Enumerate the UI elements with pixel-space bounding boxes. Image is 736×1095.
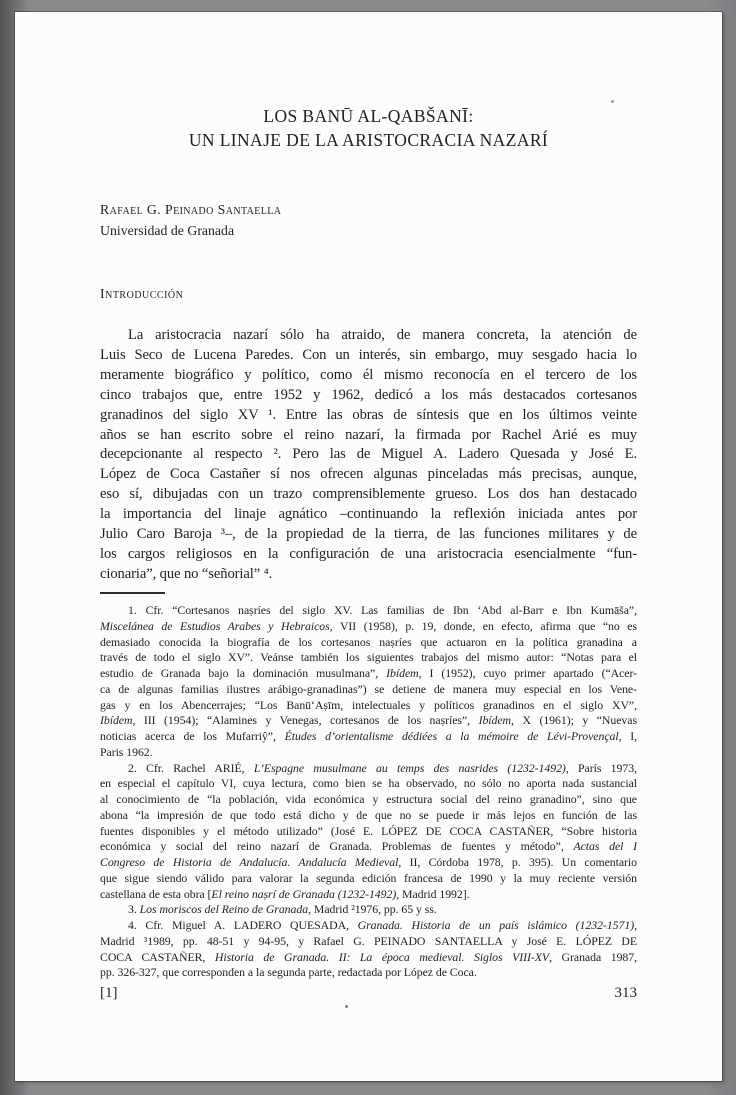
section-heading-introduccion: Introducción bbox=[100, 286, 184, 301]
body-line: cionaria”, que no “señorial” ⁴. bbox=[100, 565, 273, 582]
footnote-line: que sigue siendo válido para valorar la segunda edición francesa de 1990 y la muy reciente versión bbox=[100, 870, 637, 885]
footnote-line: al conocimiento de “la población, vida económica y estructura social del reino granadino”, sino que bbox=[100, 792, 637, 806]
footer-signature-mark: [1] bbox=[100, 985, 118, 1001]
body-line: meramente biográfico y político, como él mismo reconocía en el tercero de los bbox=[100, 366, 637, 383]
footnote-line: castellana de esta obra [El reino naṣrí de Granada (1232-1492), Madrid 1992]. bbox=[100, 886, 470, 901]
body-line: granadinos del siglo XV ¹. Entre las obras de síntesis que en los últimos veinte bbox=[100, 406, 637, 423]
body-line: López de Coca Castañer sí nos ofrecen algunas pinceladas más precisas, aunque, bbox=[100, 466, 637, 483]
footnote-line: en especial el capítulo VI, cuya lectura, como bien se ha observado, no sólo no aporta nada sustancial bbox=[100, 776, 637, 791]
body-line: decepcionante al respecto ². Pero las de Miguel A. Ladero Quesada y José E. bbox=[100, 446, 637, 463]
footnote-line: demasiado conocida la biografía de los cortesanos naṣríes que actuaron en la política granadina a bbox=[100, 634, 637, 649]
page-title bbox=[100, 104, 637, 152]
footnote-line: 3. Los moriscos del Reino de Granada, Madrid ²1976, pp. 65 y ss. bbox=[128, 902, 437, 917]
footnote-line: abona “la impresión de que todo está dicho y de que no se puede ir más lejos en función de las bbox=[100, 807, 637, 822]
page-title-line-2: UN LINAJE DE LA ARISTOCRACIA NAZARÍ bbox=[188, 130, 549, 150]
footer-page-number: 313 bbox=[614, 985, 637, 1001]
footnote-line: ca de algunas familias ilustres arábigo-granadinas”) se detiene de manera muy especial en los Vene- bbox=[100, 681, 637, 696]
author-name: Rafael G. Peinado Santaella bbox=[100, 202, 282, 217]
footnote-line: Congreso de Historia de Andalucía. Andalucía Medieval, II, Córdoba 1978, p. 395). Un comentario bbox=[100, 855, 637, 869]
footnote-line: través de todo el siglo XV”. Veánse también los siguientes trabajos del mismo autor: “Notas para el bbox=[100, 650, 637, 665]
footnote-line: 4. Cfr. Miguel A. LADERO QUESADA, Granada. Historia de un país islámico (1232-1571), bbox=[128, 918, 637, 932]
footnote-line: Ibídem, III (1954); “Alamines y Venegas, cortesanos de los naṣríes”, Ibídem, X (1961); y “Nuevas bbox=[100, 713, 637, 728]
footnote-line: gas y en los Abencerrajes; “Los Banū‘Aṣīm, intelectuales y políticos granadinos en el siglo XV”, bbox=[100, 697, 637, 712]
body-line: cinco trabajos que, entre 1952 y 1962, dedicó a los más destacados cortesanos bbox=[100, 386, 637, 403]
footnote-line: 1. Cfr. “Cortesanos naṣríes del siglo XV. Las familias de Ibn ‘Abd al-Barr e Ibn Kumāša”, bbox=[128, 603, 637, 617]
footnote-line: 2. Cfr. Rachel ARIÉ, L’Espagne musulmane au temps des nasrides (1232-1492), París 1973, bbox=[128, 760, 637, 775]
body-line: eso sí, dibujadas con un trazo comprensiblemente grueso. Los dos han destacado bbox=[100, 486, 637, 503]
scan-speck bbox=[611, 100, 614, 103]
footnote-line: COCA CASTAÑER, Historia de Granada. II: La época medieval. Siglos VIII-XV, Granada 1987, bbox=[100, 949, 638, 964]
body-paragraph bbox=[100, 326, 637, 585]
footnote-line: fuentes disponibles y el método utilizado” (José E. LÓPEZ DE COCA CASTAÑER, “Sobre historia bbox=[100, 823, 637, 838]
page bbox=[15, 12, 722, 1081]
footnote-line: estudio de Granada bajo la dominación musulmana”, Ibídem, I (1952), cuyo primer apartado (“Acer- bbox=[100, 666, 637, 680]
footnote-line: noticias acerca de los Mufarriŷ”, Études d’orientalisme dédiées a la mémoire de Lévi-Provençal, I, bbox=[100, 729, 637, 743]
page-footer bbox=[100, 985, 637, 1002]
footnote-separator-rule bbox=[100, 592, 165, 594]
scan-speck bbox=[345, 1005, 348, 1008]
author-affiliation: Universidad de Granada bbox=[100, 223, 235, 238]
page-title-line-1: LOS BANŪ AL-QABŠANĪ: bbox=[263, 106, 474, 126]
footnotes-block bbox=[100, 603, 637, 981]
body-line: los cargos religiosos en la configuración de una aristocracia esencialmente “fun- bbox=[100, 545, 637, 562]
footnote-line: económica y social del reino nazarí de Granada. Problemas de fuentes y método”, Actas del I bbox=[100, 839, 637, 854]
body-line: Julio Caro Baroja ³–, de la propiedad de la tierra, de las funciones militares y de bbox=[100, 526, 637, 543]
footnote-line: Paris 1962. bbox=[100, 744, 153, 759]
footnote-line: pp. 326-327, que corresponden a la segunda parte, redactada por López de Coca. bbox=[100, 965, 477, 980]
body-line: La aristocracia nazarí sólo ha atraido, de manera concreta, la atención de bbox=[128, 327, 637, 343]
body-line: la importancia del linaje agnático –continuando la reflexión iniciada antes por bbox=[100, 506, 637, 523]
body-line: años se han escrito sobre el reino nazarí, la firmada por Rachel Arié es muy bbox=[100, 426, 637, 443]
footnote-line: Madrid ³1989, pp. 48-51 y 94-95, y Rafael G. PEINADO SANTAELLA y José E. LÓPEZ DE bbox=[100, 933, 637, 948]
footnote-line: Miscelánea de Estudios Arabes y Hebraicos, VII (1958), p. 19, donde, en efecto, afirma que “no es bbox=[100, 618, 637, 633]
body-line: Luis Seco de Lucena Paredes. Con un interés, sin embargo, muy sesgado hacia lo bbox=[100, 346, 637, 363]
